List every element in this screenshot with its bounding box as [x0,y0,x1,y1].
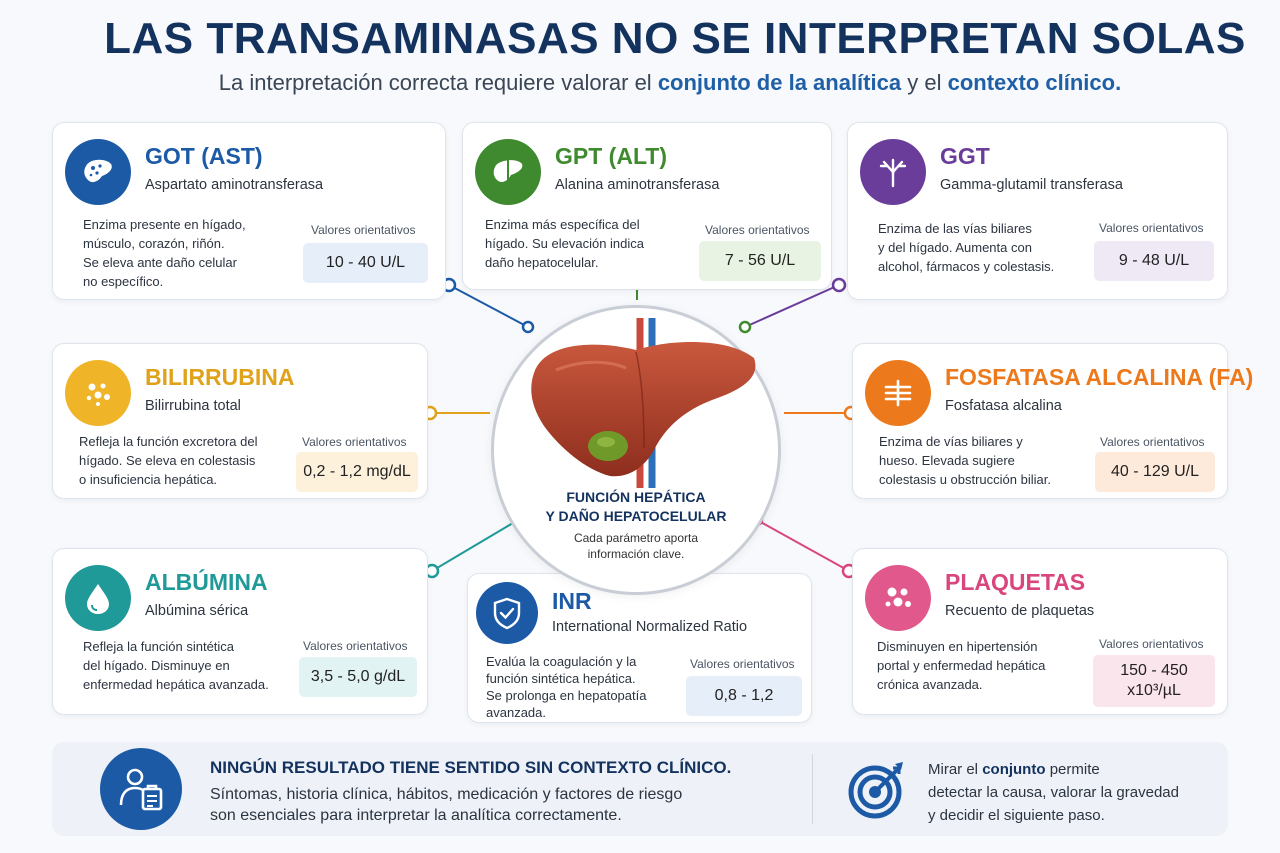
card-fullname: Bilirrubina total [145,398,241,414]
card-inr [467,573,812,723]
card-description: Enzima de las vías biliares y del hígado. Aumenta con alcohol, fármacos y colestasis. [878,221,1055,274]
card-description: Disminuyen en hipertensión portal y enfermedad hepática crónica avanzada. [877,639,1046,692]
value-label: Valores orientativos [302,435,407,449]
card-description: Refleja la función excretora del hígado. Se eleva en colestasis o insuficiencia hepática. [79,434,258,487]
card-name: PLAQUETAS [945,569,1086,595]
center-title: FUNCIÓN HEPÁTICA Y DAÑO HEPATOCELULAR [545,489,727,524]
card-name: BILIRRUBINA [145,364,295,390]
subtitle-text: La interpretación correcta requiere valorar el [218,70,652,95]
patient-clipboard-icon [100,748,182,830]
bone-icon [865,360,931,426]
card-name: GPT (ALT) [555,143,667,169]
banner-heading: NINGÚN RESULTADO TIENE SENTIDO SIN CONTEXTO CLÍNICO. [210,758,732,777]
page-title: LAS TRANSAMINASAS NO SE INTERPRETAN SOLAS [104,14,1246,63]
subtitle-highlight-analytics: conjunto de la analítica [657,70,902,95]
liver-spots-icon [65,139,131,205]
value-label: Valores orientativos [1099,221,1204,235]
value-box: 150 - 450 x10³/µL [1093,655,1215,707]
platelets-icon [865,565,931,631]
card-plaquetas [852,548,1228,715]
value-label: Valores orientativos [690,657,795,671]
value-box: 0,2 - 1,2 mg/dL [296,452,418,492]
subtitle-text: y el [907,70,942,95]
bottom-banner [52,742,1228,836]
card-gpt [462,122,832,290]
liver-icon [475,139,541,205]
card-name: ALBÚMINA [145,569,268,595]
banner-divider [812,754,813,824]
banner-right-text: Mirar el conjunto permite detectar la causa, valorar la gravedad y decidir el siguiente paso. [928,761,1179,824]
shield-check-icon [476,582,538,644]
value-label: Valores orientativos [1100,435,1205,449]
drop-icon [65,565,131,631]
card-fullname: Alanina aminotransferasa [555,177,720,193]
card-description: Enzima más específica del hígado. Su elevación indica daño hepatocelular. [485,217,645,270]
value-label: Valores orientativos [311,223,416,237]
card-fullname: Recuento de plaquetas [945,603,1095,619]
value-box: 10 - 40 U/L [303,243,428,283]
card-fosfatasa-alcalina [852,343,1254,499]
card-description: Evalúa la coagulación y la función sintética hepática. Se prolonga en hepatopatía avanzada. [486,654,647,720]
target-arrow-icon [847,758,909,820]
pigment-icon [65,360,131,426]
card-description: Enzima de vías biliares y hueso. Elevada sugiere colestasis u obstrucción biliar. [879,434,1051,487]
value-label: Valores orientativos [705,223,810,237]
value-label: Valores orientativos [1099,637,1204,651]
card-fullname: Fosfatasa alcalina [945,398,1062,414]
liver-illustration [516,318,761,488]
value-label: Valores orientativos [303,639,408,653]
value-box: 7 - 56 U/L [699,241,821,281]
card-fullname: Gamma-glutamil transferasa [940,177,1123,193]
value-box: 9 - 48 U/L [1094,241,1214,281]
card-albumina [52,548,428,715]
value-box: 3,5 - 5,0 g/dL [299,657,417,697]
center-liver-circle [491,305,781,595]
value-box: 0,8 - 1,2 [686,676,802,716]
subtitle-highlight-context: contexto clínico. [947,70,1122,95]
card-fullname: Aspartato aminotransferasa [145,177,324,193]
bile-ducts-icon [860,139,926,205]
card-description: Enzima presente en hígado, músculo, corazón, riñón. Se eleva ante daño celular no específico. [83,217,246,289]
card-bilirrubina [52,343,428,499]
value-box: 40 - 129 U/L [1095,452,1215,492]
card-name: GOT (AST) [145,143,263,169]
card-name: GGT [940,143,990,169]
card-got [52,122,446,300]
card-name: INR [552,588,592,614]
card-fullname: International Normalized Ratio [552,619,748,635]
card-name: FOSFATASA ALCALINA (FA) [945,364,1254,390]
card-ggt [847,122,1228,300]
banner-text: Síntomas, historia clínica, hábitos, medicación y factores de riesgo son esenciales para interpretar la analítica correctamente. [210,786,683,824]
card-description: Refleja la función sintética del hígado. Disminuye en enfermedad hepática avanzada. [83,639,269,692]
card-fullname: Albúmina sérica [145,603,249,619]
center-note: Cada parámetro aporta información clave. [573,531,699,561]
